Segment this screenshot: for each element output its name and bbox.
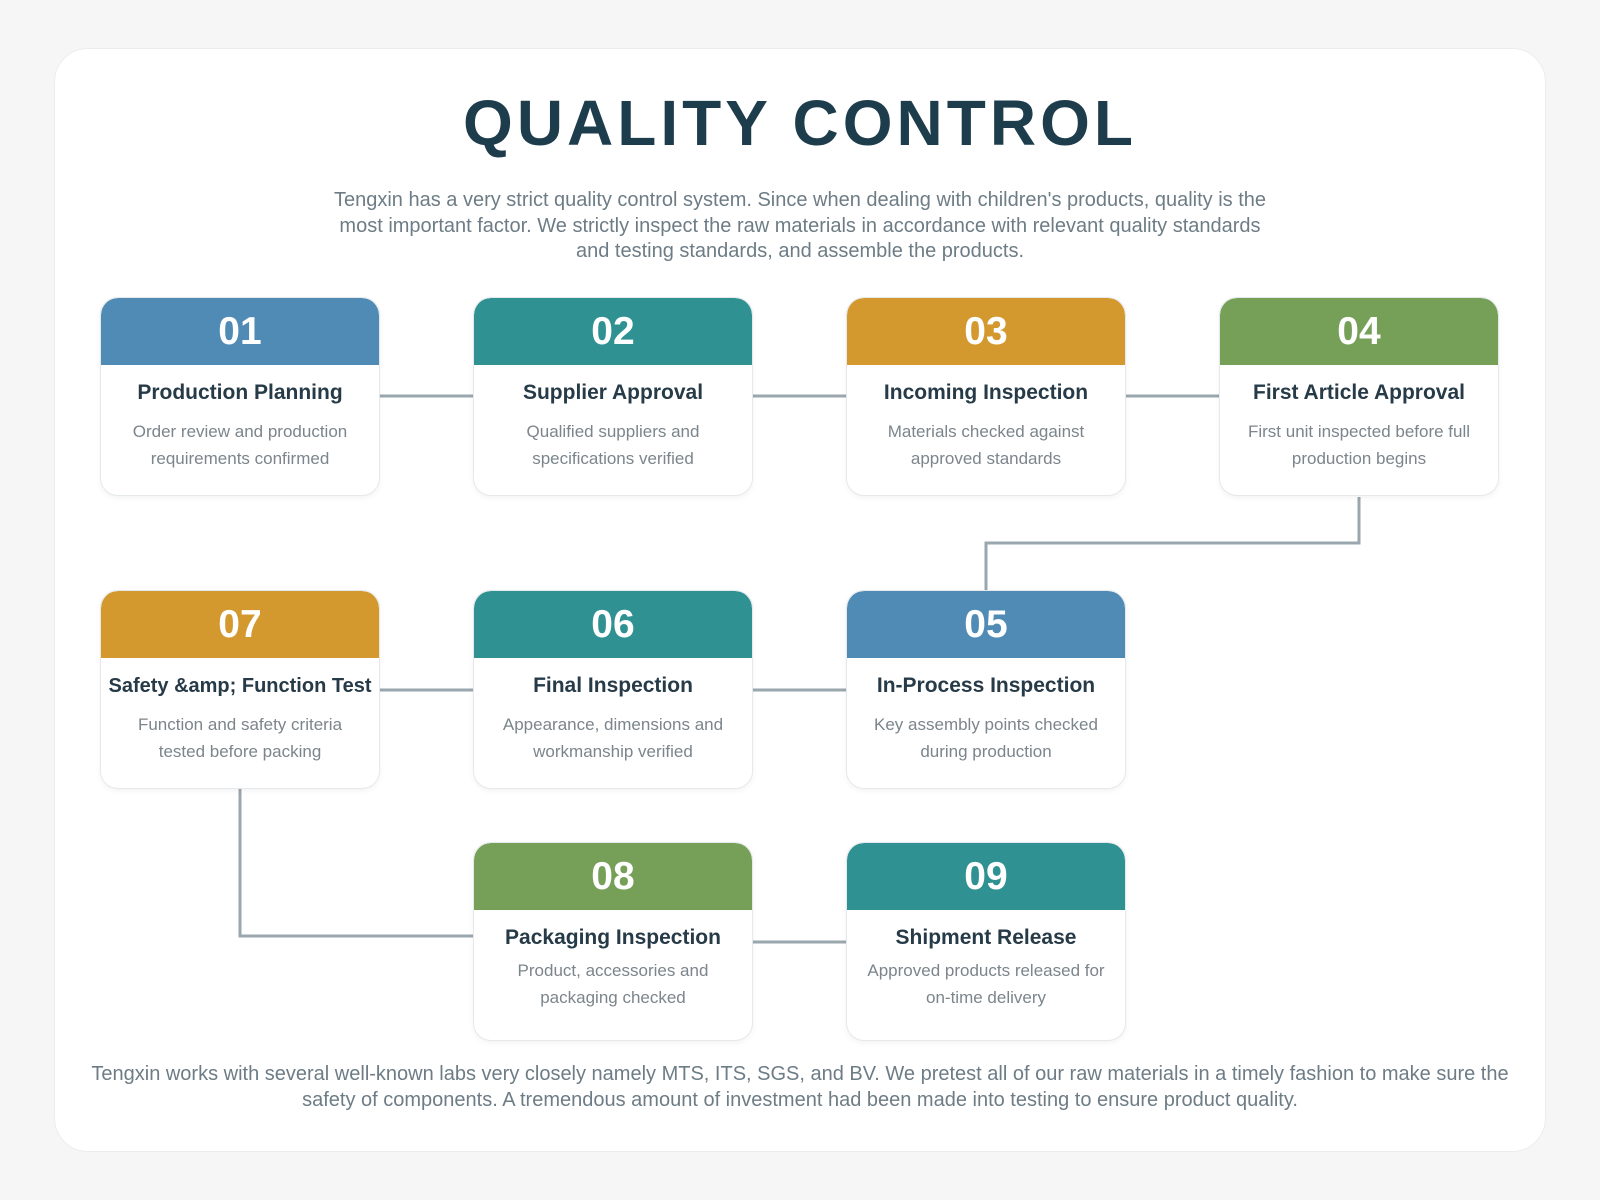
step-card-08 — [473, 842, 753, 1041]
step-title: Incoming Inspection — [883, 381, 1089, 404]
step-number: 01 — [101, 298, 379, 365]
step-description: Materials checked against approved standards — [887, 422, 1085, 468]
step-title: Safety &amp; Function Test — [108, 675, 372, 697]
step-title: Final Inspection — [533, 674, 693, 697]
step-number: 02 — [474, 298, 752, 365]
step-title: First Article Approval — [1253, 381, 1465, 404]
intro-paragraph: Tengxin has a very strict quality control system. Since when dealing with children's products, quality is the most important factor. We strictly inspect the raw materials in accordance with relevant quality standards and testing standards, and assemble the products. — [333, 189, 1267, 262]
step-card-03 — [846, 297, 1126, 496]
step-card-04 — [1219, 297, 1499, 496]
step-title: Supplier Approval — [522, 381, 704, 404]
step-card-02 — [473, 297, 753, 496]
step-number: 04 — [1220, 298, 1498, 365]
step-number: 07 — [101, 591, 379, 658]
step-card-01 — [100, 297, 380, 496]
step-card-09 — [846, 842, 1126, 1041]
step-number: 05 — [847, 591, 1125, 658]
step-number: 03 — [847, 298, 1125, 365]
step-title: Production Planning — [137, 381, 343, 404]
step-card-06 — [473, 590, 753, 789]
step-description: First unit inspected before full production begins — [1247, 422, 1471, 468]
step-description: Product, accessories and packaging checked — [517, 961, 709, 1007]
step-description: Qualified suppliers and specifications verified — [526, 422, 700, 468]
step-description: Approved products released for on-time delivery — [867, 961, 1105, 1007]
step-number: 06 — [474, 591, 752, 658]
footer-paragraph: Tengxin works with several well-known labs very closely namely MTS, ITS, SGS, and BV. We pretest all of our raw materials in a timely fashion to make sure the safety of components. A tremendous amount of investment had been made into testing to ensure product quality. — [91, 1063, 1509, 1111]
step-description: Function and safety criteria tested before packing — [137, 715, 343, 761]
step-description: Order review and production requirements confirmed — [132, 422, 348, 468]
step-number: 08 — [474, 843, 752, 910]
step-number: 09 — [847, 843, 1125, 910]
step-card-07 — [100, 590, 380, 789]
step-title: In-Process Inspection — [876, 674, 1096, 697]
step-title: Packaging Inspection — [505, 926, 721, 949]
page-title: QUALITY CONTROL — [463, 87, 1137, 159]
step-description: Key assembly points checked during production — [874, 715, 1098, 761]
step-card-05 — [846, 590, 1126, 789]
step-description: Appearance, dimensions and workmanship verified — [502, 715, 724, 761]
step-title: Shipment Release — [895, 926, 1077, 949]
